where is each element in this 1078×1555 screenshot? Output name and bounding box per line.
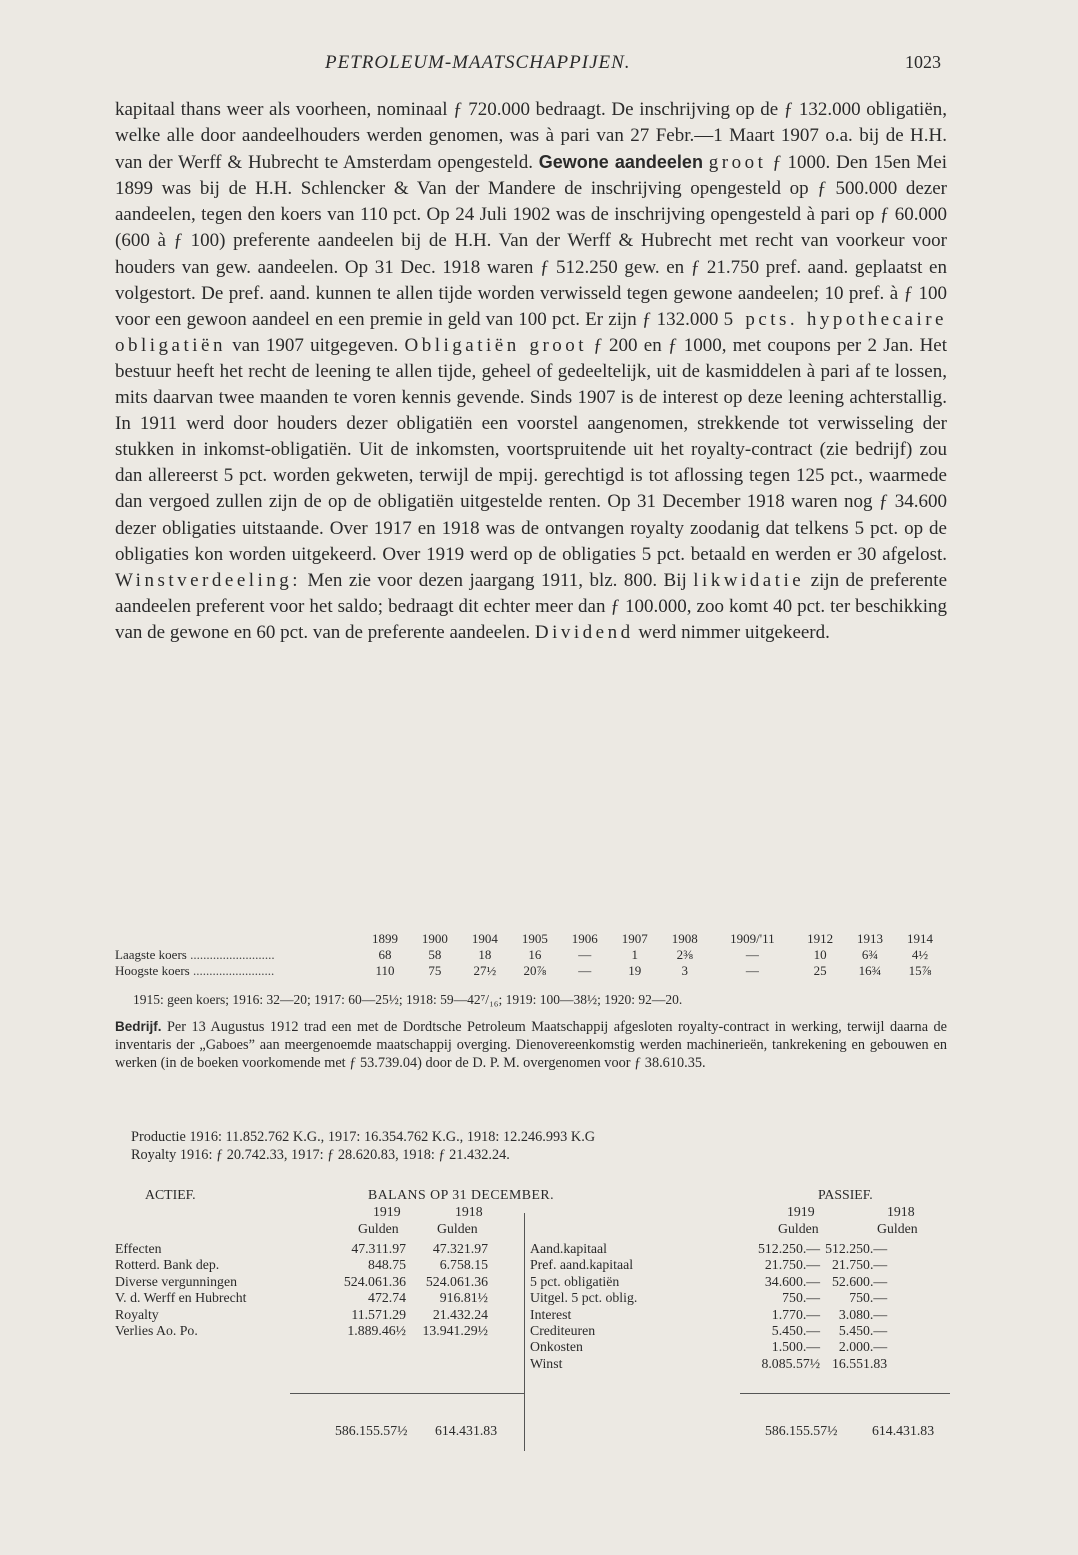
laagste-row: Laagste koers .......................... 68 58 18 16 — 1 2⅜ — 10 6¾ 4½: [115, 947, 945, 963]
text-run: zijn de preferente aandeelen preferent voor het saldo; bedraagt dit echter meer dan ƒ 100.000, zoo komt 40 pct. ter beschikking van de gewone en 60 pct. van de preferente aandeelen.: [115, 569, 947, 643]
actief-table: [115, 1241, 492, 1339]
actief-row: Diverse vergunningen 524.061.36 524.061.36: [115, 1273, 488, 1289]
value-cell: 4½: [911, 947, 929, 962]
page-number: 1023: [905, 52, 941, 72]
bedrijf-heading: Bedrijf.: [115, 1019, 162, 1034]
text-run: ƒ 1000. Den 15en Mei 1899 was bij de H.H. Schlencker & Van der Mandere de inschrijving opengesteld op ƒ 500.000 dezer aandeelen, tegen den koers van 110 pct. Op 24 Juli 1902 was de inschrijving opengesteld à pari op ƒ 60.000 (600 à ƒ 100) preferente aandeelen bij de H.H. Van der Werff & Hubrecht met recht van voorkeur voor houders van gew. aandeelen. Op 31 Dec. 1918 waren ƒ 512.250 gew. en ƒ 21.750 pref. aand. geplaatst en volgestort. De pref. aand. kunnen te allen tijde worden verwisseld tegen gewone aandeelen; 10 pref. à ƒ 100 voor een gewoon aandeel en een premie in geld van 100 pct. Er zijn ƒ 132.000: [115, 152, 948, 330]
actief-row: Verlies Ao. Po. 1.889.46½ 13.941.29½: [115, 1323, 488, 1339]
row-label: Hoogste koers: [115, 963, 190, 978]
running-title: PETROLEUM-MAATSCHAPPIJEN.: [325, 52, 631, 73]
value-cell: 68: [378, 947, 392, 962]
col-unit-left-2: Gulden: [437, 1221, 478, 1236]
value-cell: 1: [631, 947, 638, 962]
text-run: Men zie voor dezen jaargang 1911, blz. 800. Bij: [301, 569, 694, 591]
value-cell: 10: [813, 947, 827, 962]
value-cell: —: [745, 963, 759, 978]
koers-table: [115, 931, 945, 979]
value-cell: 16: [528, 947, 542, 962]
value-cell: —: [578, 963, 592, 978]
passief-row: 5 pct. obligatiën 34.600.— 52.600.—: [530, 1273, 888, 1289]
production-line: Productie 1916: 11.852.762 K.G., 1917: 16.354.762 K.G., 1918: 12.246.993 K.G: [131, 1129, 596, 1145]
passief-row: Interest 1.770.— 3.080.—: [530, 1306, 888, 1322]
main-paragraph: [115, 97, 947, 646]
production-block: [131, 1128, 931, 1164]
total-1919-left: 586.155.57½: [335, 1423, 408, 1438]
col-unit-right-1: Gulden: [778, 1221, 819, 1236]
passief-row: Pref. aand.kapitaal 21.750.— 21.750.—: [530, 1257, 888, 1273]
year-cell: 1912: [807, 931, 834, 946]
rule-left: [290, 1393, 525, 1394]
total-1918-right: 614.431.83: [872, 1423, 935, 1438]
year-cell: 1913: [857, 931, 884, 946]
passief-row: Uitgel. 5 pct. oblig. 750.— 750.—: [530, 1290, 888, 1306]
spaced-phrase: Obligatiën groot: [404, 334, 588, 356]
text-run: ƒ 200 en ƒ 1000, met coupons per 2 Jan. Het bestuur heeft het recht de leening te allen tijde, geheel of gedeeltelijk, uit de kasmiddelen à pari af te lossen, mits daarvan twee maanden te voren kennis gevende. Sinds 1907 is de interest op deze leening achterstallig. In 1911 werd door houders dezer obligatiën een voorstel aangenomen, strekkende tot verwisseling der stukken in inkomst-obligatiën. Uit de inkomsten, voortspruitende uit het royalty-contract (zie bedrijf) zou dan allereerst 5 pct. worden gekweten, terwijl de mpij. gerechtigd is tot aflossing tegen 125 pct., waarmede dan vergoed zullen zijn de op de obligatiën uitgestelde renten. Op 31 December 1918 waren nog ƒ 34.600 dezer obligaties uitstaande. Over 1917 en 1918 was de ontvangen royalty zoodanig dat telkens 5 pct. op de obligaties kon worden uitgekeerd. Over 1919 werd op de obligaties 5 pct. betaald en werden er 30 afgelost.: [115, 334, 947, 565]
value-cell: 18: [478, 947, 492, 962]
col-unit-right-2: Gulden: [877, 1221, 918, 1236]
actief-row: V. d. Werff en Hubrecht 472.74 916.81½: [115, 1290, 488, 1306]
passief-heading: PASSIEF.: [818, 1187, 873, 1202]
text-run: kapitaal thans weer als voorheen, nominaal ƒ 720.000 bedraagt. De inschrijving op de ƒ 132.000 obligatiën, welke alle door aandeelhouders werden genomen, was à pari van 27 Febr.—1 Maart 1907 o.a. bij de H.H. van der Werff & Hubrecht te Amsterdam opengesteld.: [115, 99, 947, 174]
passief-row: Aand.kapitaal 512.250.— 512.250.—: [530, 1241, 888, 1256]
year-cell: 1909/'11: [730, 931, 775, 946]
actief-heading: ACTIEF.: [145, 1187, 196, 1202]
value-cell: 27½: [473, 963, 497, 978]
rule-right: [740, 1393, 950, 1394]
heading-gewone-aandeelen: Gewone aandeelen: [538, 152, 703, 173]
total-1919-right: 586.155.57½: [765, 1423, 838, 1438]
value-cell: 19: [628, 963, 642, 978]
actief-row: Rotterd. Bank dep. 848.75 6.758.15: [115, 1257, 488, 1273]
year-cell: 1900: [421, 931, 448, 946]
col-year-1919-right: 1919: [787, 1204, 815, 1219]
year-cell: 1914: [907, 931, 934, 946]
page-header: [0, 52, 1078, 82]
passief-row: Crediteuren 5.450.— 5.450.—: [530, 1323, 888, 1339]
passief-row: Winst 8.085.57½ 16.551.83: [530, 1355, 888, 1371]
balance-sheet: [115, 1185, 950, 1460]
col-year-1918-right: 1918: [887, 1204, 915, 1219]
value-cell: 20⅞: [523, 963, 547, 978]
year-cell: 1908: [671, 931, 698, 946]
value-cell: 6¾: [861, 947, 879, 962]
spaced-phrase: likwidatie: [693, 569, 805, 591]
royalty-line: Royalty 1916: ƒ 20.742.33, 1917: ƒ 28.620.83, 1918: ƒ 21.432.24.: [131, 1147, 510, 1163]
bedrijf-text: Per 13 Augustus 1912 trad een met de Dordtsche Petroleum Maatschappij afgesloten royalty-contract in werking, terwijl daarna de inventaris der „Gaboes” aan meergenoemde maatschappij overging. Dienovereenkomstig werden machinerieën, tankrekening en gebouwen en werken (in de boeken voorkomende met ƒ 53.739.04) door de D. P. M. overgenomen voor ƒ 38.610.35.: [115, 1019, 947, 1072]
col-unit-left-1: Gulden: [358, 1221, 399, 1236]
hoogste-row: Hoogste koers ......................... 110 75 27½ 20⅞ — 19 3 — 25 16¾ 15⅞: [115, 963, 945, 979]
value-cell: —: [745, 947, 759, 962]
spaced-phrase: Winstverdeeling:: [115, 569, 302, 591]
text-run: werd nimmer uitgekeerd.: [633, 621, 830, 643]
col-year-1919-left: 1919: [373, 1204, 401, 1219]
year-cell: 1905: [521, 931, 548, 946]
value-cell: 58: [428, 947, 442, 962]
koers-note: 1915: geen koers; 1916: 32—20; 1917: 60—25½; 1918: 59—42⁷/₁₆; 1919: 100—38½; 1920: 92—20.: [133, 992, 683, 1007]
year-cell: 1899: [371, 931, 398, 946]
total-1918-left: 614.431.83: [435, 1423, 498, 1438]
year-cell: 1907: [621, 931, 648, 946]
column-divider: [524, 1213, 525, 1451]
spaced-phrase: Dividend: [534, 621, 634, 643]
balance-title: BALANS OP 31 DECEMBER.: [368, 1187, 555, 1202]
actief-row: Royalty 11.571.29 21.432.24: [115, 1306, 488, 1322]
value-cell: 110: [375, 963, 395, 978]
value-cell: —: [578, 947, 592, 962]
col-year-1918-left: 1918: [455, 1204, 483, 1219]
row-label: Laagste koers: [115, 947, 187, 962]
passief-table: [530, 1241, 892, 1372]
spaced-word: groot: [708, 152, 767, 174]
year-cell: 1904: [471, 931, 498, 946]
value-cell: 2⅜: [676, 947, 693, 962]
value-cell: 16¾: [858, 963, 882, 978]
text-run: van 1907 uitgegeven.: [225, 334, 405, 356]
actief-row: Effecten 47.311.97 47.321.97: [115, 1241, 488, 1256]
year-cell: 1906: [571, 931, 598, 946]
bedrijf-paragraph: [115, 1018, 947, 1072]
value-cell: 25: [813, 963, 827, 978]
value-cell: 15⅞: [908, 963, 932, 978]
value-cell: 75: [428, 963, 442, 978]
value-cell: 3: [681, 963, 688, 978]
spaced-phrase: 5 pcts. hypothecaire obligatiën: [115, 308, 947, 356]
koers-header-row: [115, 931, 945, 947]
passief-row: Onkosten 1.500.— 2.000.—: [530, 1339, 888, 1355]
